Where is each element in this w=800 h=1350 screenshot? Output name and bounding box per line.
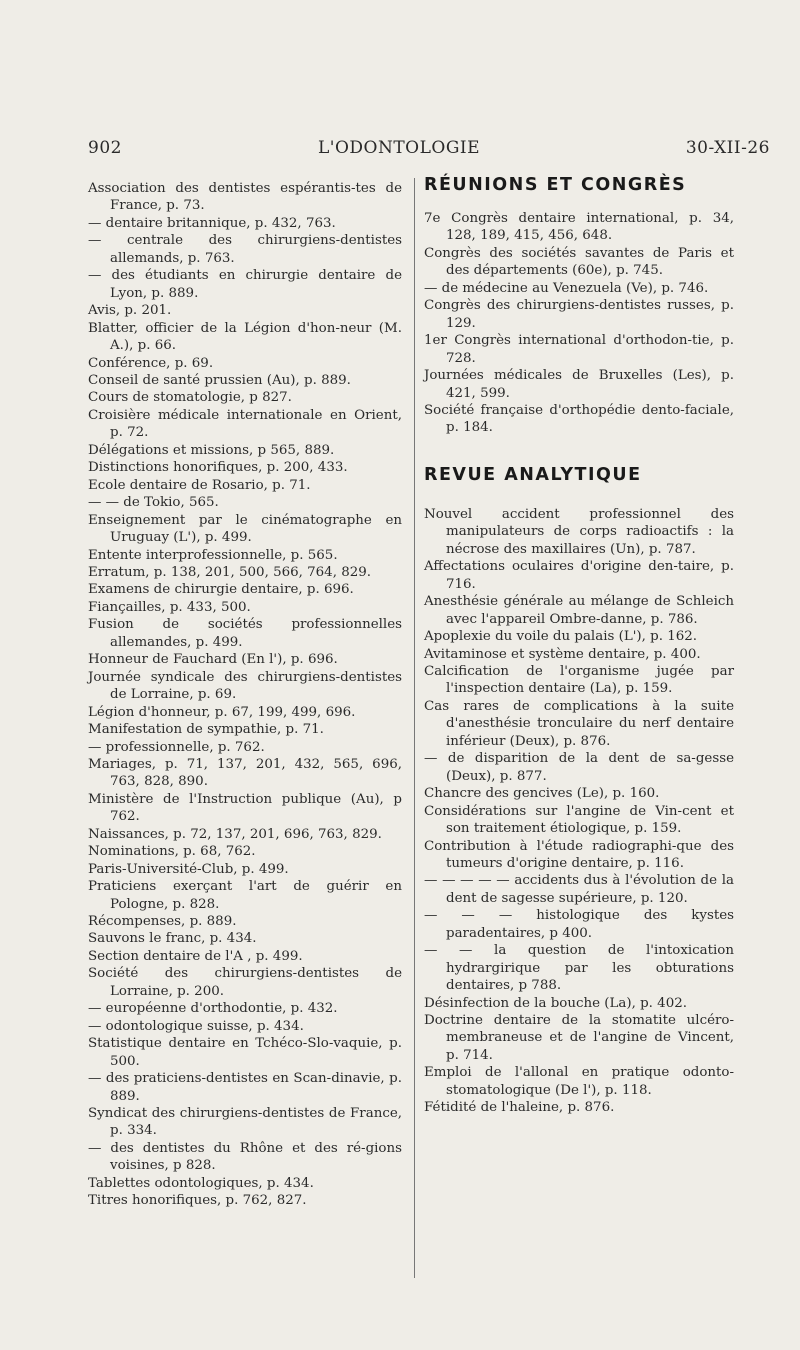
index-entry: — des dentistes du Rhône et des ré-gions voisines, p 828.	[88, 1140, 402, 1174]
left-column	[88, 180, 402, 1210]
index-entry: Délégations et missions, p 565, 889.	[88, 442, 335, 458]
index-entry: — — — histologique des kystes paradentaires, p 400.	[424, 908, 734, 941]
index-entry: Entente interprofessionnelle, p. 565.	[88, 547, 338, 563]
index-entry: — professionnelle, p. 762.	[88, 739, 265, 755]
index-entry: Fétidité de l'haleine, p. 876.	[424, 1100, 615, 1116]
section-heading-revue: REVUE ANALYTIQUE	[424, 464, 642, 485]
index-entry: Erratum, p. 138, 201, 500, 566, 764, 829.	[88, 564, 372, 580]
index-entry: Considérations sur l'angine de Vin-cent et son traitement étiologique, p. 159.	[424, 803, 734, 837]
index-entry: Enseignement par le cinématographe en Uruguay (L'), p. 499.	[88, 512, 402, 546]
index-entry: Tablettes odontologiques, p. 434.	[88, 1175, 314, 1191]
index-entry: Mariages, p. 71, 137, 201, 432, 565, 696, 763, 828, 890.	[88, 756, 402, 790]
issue-date: 30-XII-26	[685, 138, 770, 158]
index-entry: Syndicat des chirurgiens-dentistes de France, p. 334.	[88, 1106, 402, 1139]
index-entry: Ministère de l'Instruction publique (Au), p 762.	[88, 791, 402, 825]
index-entry: Manifestation de sympathie, p. 71.	[88, 722, 324, 738]
index-entry: Distinctions honorifiques, p. 200, 433.	[88, 460, 348, 476]
revue-list	[424, 506, 734, 1117]
journal-title: L'ODONTOLOGIE	[318, 138, 481, 158]
index-entry: — des étudiants en chirurgie dentaire de Lyon, p. 889.	[88, 268, 402, 301]
index-entry: Honneur de Fauchard (En l'), p. 696.	[88, 652, 338, 668]
index-entry: Récompenses, p. 889.	[88, 914, 237, 930]
index-entry: Croisière médicale internationale en Orient, p. 72.	[88, 407, 402, 441]
running-header	[88, 138, 770, 162]
index-entry: Journée syndicale des chirurgiens-dentistes de Lorraine, p. 69.	[88, 669, 402, 703]
index-entry: Examens de chirurgie dentaire, p. 696.	[88, 582, 354, 598]
index-entry: Titres honorifiques, p. 762, 827.	[88, 1193, 307, 1209]
index-entry: Section dentaire de l'A , p. 499.	[88, 948, 303, 964]
index-entry: Nominations, p. 68, 762.	[88, 844, 256, 860]
index-entry: Blatter, officier de la Légion d'hon-neur (M. A.), p. 66.	[88, 320, 402, 354]
index-entry: Naissances, p. 72, 137, 201, 696, 763, 829.	[88, 826, 382, 842]
column-divider	[414, 178, 415, 1278]
index-entry: Cours de stomatologie, p 827.	[88, 390, 292, 406]
index-entry: — — — — — accidents dus à l'évolution de la dent de sagesse supérieure, p. 120.	[424, 873, 734, 906]
index-entry: Congrès des sociétés savantes de Paris et des départements (60e), p. 745.	[424, 245, 734, 279]
index-entry: Fiançailles, p. 433, 500.	[88, 599, 251, 615]
index-entry: Emploi de l'allonal en pratique odonto-stomatologique (De l'), p. 118.	[424, 1065, 734, 1098]
index-entry: — de médecine au Venezuela (Ve), p. 746.	[424, 280, 709, 296]
index-entry: Praticiens exerçant l'art de guérir en Pologne, p. 828.	[88, 879, 402, 912]
index-entry: Société française d'orthopédie dento-faciale, p. 184.	[424, 402, 734, 436]
index-entry: Ecole dentaire de Rosario, p. 71.	[88, 477, 311, 493]
index-entry: Calcification de l'organisme jugée par l'inspection dentaire (La), p. 159.	[424, 663, 734, 697]
index-entry: Statistique dentaire en Tchéco-Slo-vaquie, p. 500.	[88, 1036, 402, 1069]
index-entry: Affectations oculaires d'origine den-taire, p. 716.	[424, 559, 734, 592]
index-entry: Journées médicales de Bruxelles (Les), p. 421, 599.	[424, 368, 734, 401]
index-entry: Avis, p. 201.	[88, 303, 172, 319]
index-entry: — — la question de l'intoxication hydrargirique par les obturations dentaires, p 788.	[424, 943, 734, 994]
index-entry: — européenne d'orthodontie, p. 432.	[88, 1001, 338, 1017]
index-entry: 7e Congrès dentaire international, p. 34, 128, 189, 415, 456, 648.	[424, 211, 734, 244]
index-entry: — des praticiens-dentistes en Scan-dinavie, p. 889.	[88, 1071, 402, 1104]
index-entry: Conférence, p. 69.	[88, 355, 214, 371]
index-entry: Congrès des chirurgiens-dentistes russes, p. 129.	[424, 298, 734, 331]
index-entry: 1er Congrès international d'orthodon-tie, p. 728.	[424, 333, 734, 366]
index-entry: Conseil de santé prussien (Au), p. 889.	[88, 372, 351, 388]
index-entry: Chancre des gencives (Le), p. 160.	[424, 786, 660, 802]
index-entry: — odontologique suisse, p. 434.	[88, 1018, 304, 1034]
index-entry: Contribution à l'étude radiographi-que des tumeurs d'origine dentaire, p. 116.	[424, 838, 734, 871]
section-heading-reunions: RÉUNIONS ET CONGRÈS	[424, 175, 687, 195]
index-entry: Apoplexie du voile du palais (L'), p. 162.	[424, 629, 698, 645]
index-entry: Légion d'honneur, p. 67, 199, 499, 696.	[88, 704, 356, 720]
index-entry: Nouvel accident professionnel des manipulateurs de corps radioactifs : la nécrose des maxillaires (Un), p. 787.	[424, 506, 734, 557]
index-entry: — dentaire britannique, p. 432, 763.	[88, 215, 336, 231]
index-entry: Cas rares de complications à la suite d'anesthésie tronculaire du nerf dentaire inférieur (Deux), p. 876.	[424, 698, 734, 749]
index-entry: Avitaminose et système dentaire, p. 400.	[424, 646, 701, 662]
index-entry: Association des dentistes espérantis-tes de France, p. 73.	[88, 181, 402, 214]
index-entry: Société des chirurgiens-dentistes de Lorraine, p. 200.	[88, 966, 402, 999]
index-entry: Fusion de sociétés professionnelles allemandes, p. 499.	[88, 617, 402, 650]
index-entry: Doctrine dentaire de la stomatite ulcéro-membraneuse et de l'angine de Vincent, p. 714.	[424, 1013, 734, 1063]
page-number: 902	[88, 138, 122, 158]
index-entry: Sauvons le franc, p. 434.	[88, 931, 257, 947]
index-entry: — centrale des chirurgiens-dentistes allemands, p. 763.	[88, 233, 402, 266]
index-entry: Désinfection de la bouche (La), p. 402.	[424, 995, 688, 1011]
right-column	[424, 175, 734, 1117]
reunions-list	[424, 210, 734, 437]
index-entry: — de disparition de la dent de sa-gesse (Deux), p. 877.	[424, 751, 734, 784]
index-entry: Anesthésie générale au mélange de Schleich avec l'appareil Ombre-danne, p. 786.	[424, 594, 734, 627]
index-entry: — — de Tokio, 565.	[88, 495, 219, 511]
index-entry: Paris-Université-Club, p. 499.	[88, 861, 289, 877]
